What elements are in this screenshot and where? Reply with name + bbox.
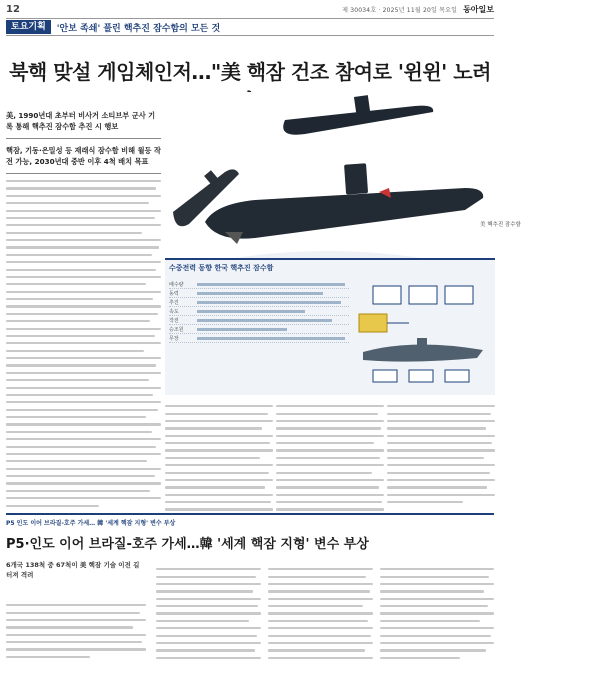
infographic-box [165, 258, 495, 395]
page-number: 12 [6, 3, 20, 15]
photo-caption: 美 핵추진 잠수함 [480, 222, 521, 228]
article-column [156, 563, 261, 664]
spec-row [169, 289, 349, 298]
article-body-text [165, 405, 273, 510]
section-bar [6, 18, 494, 36]
lead-paragraph-2: 핵잠, 기동·은밀성 등 재래식 잠수함 비해 월등 작전 가능, 2030년대 중반 이후 4척 배치 목표 [6, 146, 161, 166]
article-body-text [380, 568, 494, 659]
article-column [165, 400, 273, 516]
spec-row [169, 325, 349, 334]
divider [6, 138, 161, 139]
section-label: 토요기획 [6, 20, 51, 34]
spec-label: 속도 [169, 308, 179, 315]
divider [6, 173, 161, 174]
newspaper-masthead: 동아일보 [463, 3, 494, 14]
spec-label: 승조원 [169, 326, 184, 333]
spec-label: 무장 [169, 335, 179, 342]
main-headline: 북핵 맞설 게임체인저…"美 핵잠 건조 참여로 '윈윈' 노려 [9, 60, 491, 84]
article-body-text [6, 604, 146, 658]
infographic-title: 수중전력 동향 한국 핵추진 잠수함 [169, 264, 274, 272]
lead-paragraph-1: 美, 1990년대 초부터 비사거 소티브부 군사 기록 통해 핵추진 잠수함 추진 시 행보 [6, 111, 156, 131]
article-body-text [268, 568, 373, 659]
spec-row [169, 280, 349, 289]
article-column [6, 599, 146, 663]
article-body-text [6, 180, 161, 507]
reactor-diagram [353, 280, 491, 390]
article-column [276, 400, 384, 516]
spec-row [169, 307, 349, 316]
spec-label: 배수량 [169, 281, 184, 288]
article-body-text [276, 405, 384, 510]
secondary-article-tag: P5 인도 이어 브라질-호주 가세… 韓 '세계 핵잠 지형' 변수 부상 [6, 520, 176, 527]
spec-label: 동력 [169, 290, 179, 297]
article-column [387, 400, 495, 508]
issue-meta: 제 30034호 · 2025년 11월 20일 목요일 [342, 6, 458, 14]
lead-column [6, 110, 161, 512]
secondary-lead: 6개국 138척 중 67척이 美 핵잠 기술 이전 길 터져 격려 [6, 561, 140, 579]
spec-label: 작전 [169, 317, 179, 324]
secondary-headline: P5·인도 이어 브라질-호주 가세…韓 '세계 핵잠 지형' 변수 부상 [6, 537, 369, 552]
spec-row [169, 334, 349, 343]
article-column [380, 563, 494, 664]
spec-label: 추진 [169, 299, 179, 306]
spec-table [169, 280, 349, 343]
spec-row [169, 316, 349, 325]
article-body-text [387, 405, 495, 503]
article-column [268, 563, 373, 664]
spec-row [169, 298, 349, 307]
page-header [6, 2, 494, 16]
secondary-article [6, 513, 494, 691]
article-body-text [156, 568, 261, 659]
section-title: '안보 족쇄' 풀린 핵추진 잠수함의 모든 것 [56, 23, 221, 34]
